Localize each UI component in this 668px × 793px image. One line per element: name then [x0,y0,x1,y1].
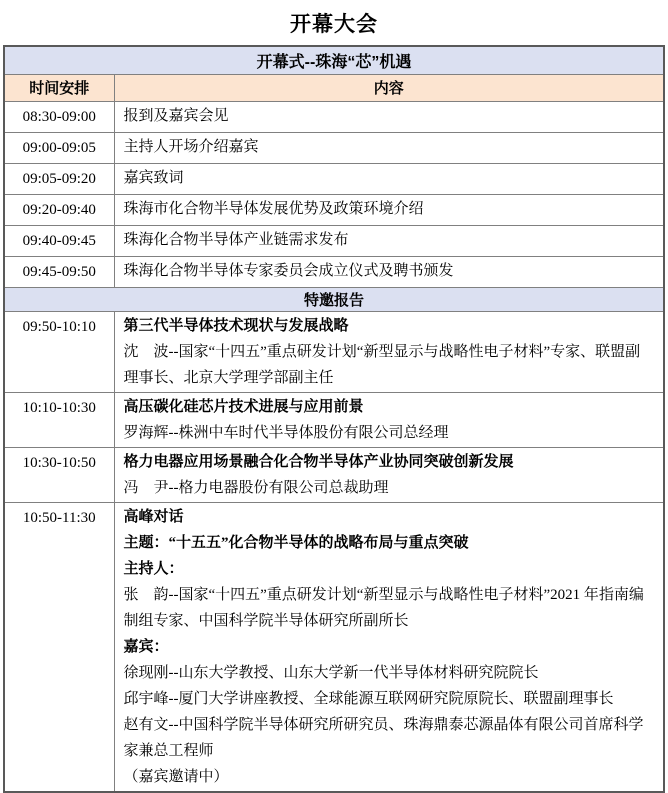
content-cell [114,311,664,392]
column-header-content: 内容 [114,74,664,101]
session-header-title: 开幕式--珠海“芯”机遇 [4,46,664,74]
table-row [4,101,664,132]
table-row [4,256,664,287]
session-title: 高压碳化硅芯片技术进展与应用前景 [123,398,364,415]
agenda-item: 珠海化合物半导体专家委员会成立仪式及聘书颁发 [123,262,454,279]
time-cell: 09:50-10:10 [4,311,114,392]
content-cell [114,132,664,163]
page-title: 开幕大会 [290,13,378,36]
time-cell: 10:10-10:30 [4,392,114,447]
table-row [4,447,664,502]
session-title: 高峰对话 [123,508,184,525]
topic-line: 主题：“十五五”化合物半导体的战略布局与重点突破 [123,534,469,551]
content-cell [114,225,664,256]
guest-line: 邱宇峰--厦门大学讲座教授、全球能源互联网研究院原院长、联盟副理事长 [123,690,614,707]
time-cell: 08:30-09:00 [4,101,114,132]
moderator-line: 张 韵--国家“十四五”重点研发计划“新型显示与战略性电子材料”2021 年指南编制组专家、中国科学院半导体研究所副所长 [123,586,644,629]
note-line: （嘉宾邀请中） [123,768,229,785]
agenda-item: 嘉宾致词 [123,169,184,186]
content-cell [114,502,664,792]
time-cell: 09:00-09:05 [4,132,114,163]
table-row [4,502,664,792]
table-row [4,311,664,392]
content-cell [114,256,664,287]
table-row [4,392,664,447]
table-row [4,132,664,163]
time-cell: 09:20-09:40 [4,194,114,225]
agenda-item: 珠海化合物半导体产业链需求发布 [123,231,349,248]
guests-label: 嘉宾： [123,638,169,655]
content-cell [114,392,664,447]
time-cell: 10:50-11:30 [4,502,114,792]
time-cell: 10:30-10:50 [4,447,114,502]
agenda-item: 主持人开场介绍嘉宾 [123,138,259,155]
session-header-row [4,46,664,74]
guest-line: 徐现刚--山东大学教授、山东大学新一代半导体材料研究院院长 [123,664,539,681]
speaker-line: 冯 尹--格力电器股份有限公司总裁助理 [123,479,389,496]
session-title: 第三代半导体技术现状与发展战略 [123,317,349,334]
column-header-row [4,74,664,101]
speaker-line: 罗海辉--株洲中车时代半导体股份有限公司总经理 [123,424,449,441]
agenda-item: 珠海市化合物半导体发展优势及政策环境介绍 [123,200,424,217]
content-cell [114,194,664,225]
time-cell: 09:45-09:50 [4,256,114,287]
speaker-line: 沈 波--国家“十四五”重点研发计划“新型显示与战略性电子材料”专家、联盟副理事长、北京大学理学部副主任 [123,343,641,386]
table-row [4,225,664,256]
table-row [4,163,664,194]
time-cell: 09:40-09:45 [4,225,114,256]
section-header-title: 特邀报告 [4,287,664,311]
content-cell [114,163,664,194]
section-header-row [4,287,664,311]
guest-line: 赵有文--中国科学院半导体研究所研究员、珠海鼎泰芯源晶体有限公司首席科学家兼总工程师 [123,716,644,759]
agenda-item: 报到及嘉宾会见 [123,107,229,124]
session-title: 格力电器应用场景融合化合物半导体产业协同突破创新发展 [123,453,514,470]
content-cell [114,101,664,132]
moderator-label: 主持人： [123,560,184,577]
agenda-table [3,45,665,793]
content-cell [114,447,664,502]
table-row [4,194,664,225]
column-header-time: 时间安排 [4,74,114,101]
time-cell: 09:05-09:20 [4,163,114,194]
